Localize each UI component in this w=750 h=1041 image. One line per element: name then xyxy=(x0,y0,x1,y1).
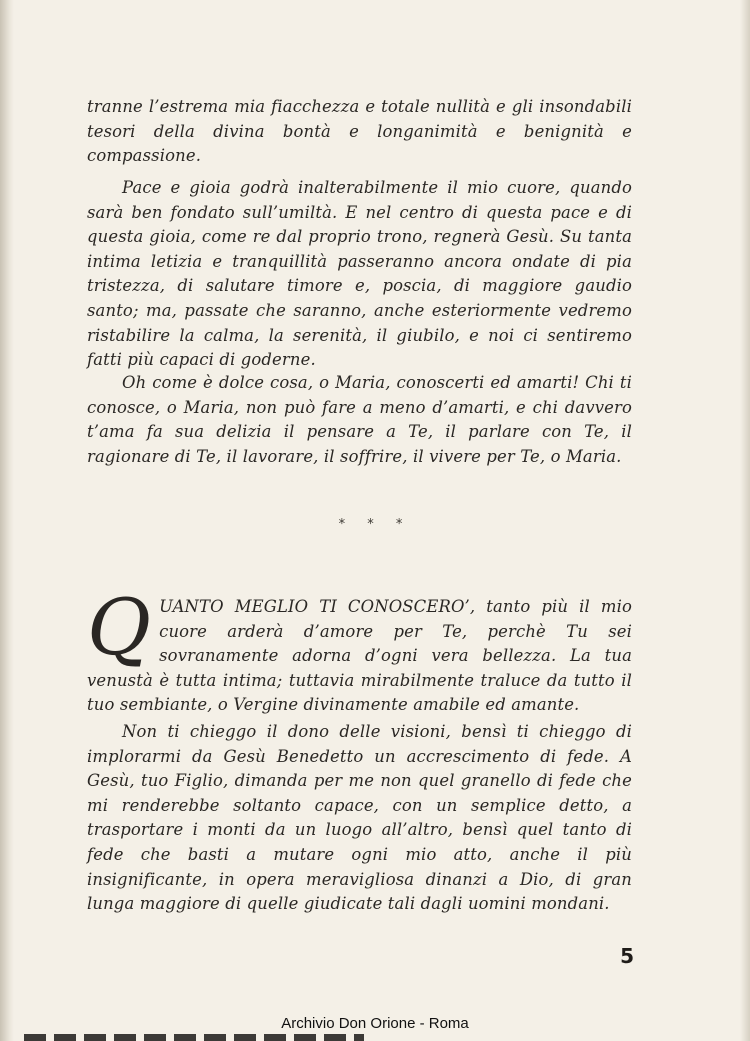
paragraph-text: tanto più il mio cuore arderà d’amore per Te, perchè Tu sei sovranamente adorna d’ogni vera bellezza. La tua venustà è tutta intima; tuttavia mirabilmente traluce da tutto il tuo sembiante, o Vergine divinamente amabile ed amante. xyxy=(87,597,632,715)
paragraph-text: Pace e gioia godrà inalterabilmente il mio cuore, quando sarà ben fondato sull’umiltà. E nel centro di questa pace e di questa gioia, come re dal proprio trono, regnerà Gesù. Su tanta intima letizia e tranquillità passeranno ancora ondate di pia tristezza, di salutare timore e, poscia, di maggiore gaudio santo; ma, passate che saranno, anche esteriormente vedremo ristabilire la calma, la serenità, il giubilo, e noi ci sentiremo fatti più capaci di goderne. xyxy=(87,178,632,370)
paragraph-text: Oh come è dolce cosa, o Maria, conoscerti ed amarti! Chi ti conosce, o Maria, non può fare a meno d’amarti, e chi davvero t’ama fa sua delizia il pensare a Te, il parlare con Te, il ragionare di Te, il lavorare, il soffrire, il vivere per Te, o Maria. xyxy=(87,373,632,466)
paragraph-text: tranne l’estrema mia fiacchezza e totale nullità e gli insondabili tesori della divina bontà e longanimità e benignità e compassione. xyxy=(87,97,632,166)
page-number: 5 xyxy=(620,944,634,968)
paragraph-pace-e-gioia xyxy=(87,176,632,373)
paragraph-oh-come xyxy=(87,371,632,469)
paragraph-non-ti-chieggo xyxy=(87,720,632,917)
section-separator: * * * xyxy=(338,517,412,532)
drop-cap-letter: Q xyxy=(87,583,152,673)
small-caps-opening: UANTO MEGLIO TI CONOSCERO’, xyxy=(159,597,476,616)
scan-edge-strip xyxy=(24,1034,364,1041)
archive-watermark: Archivio Don Orione - Roma xyxy=(281,1015,469,1032)
paragraph-continuation xyxy=(87,95,632,169)
paragraph-text: Non ti chieggo il dono delle visioni, bensì ti chieggo di implorarmi da Gesù Benedetto un accrescimento di fede. A Gesù, tuo Figlio, dimanda per me non quel granello di fede che mi renderebbe soltanto capace, con un semplice detto, a trasportare i monti da un luogo all’altro, bensì quel tanto di fede che basti a mutare ogni mio atto, anche il più insignificante, in opera meravigliosa dinanzi a Dio, di gran lunga maggiore di quelle giudicate tali dagli uomini mondani. xyxy=(87,722,632,914)
paragraph-quanto-meglio xyxy=(87,583,632,718)
